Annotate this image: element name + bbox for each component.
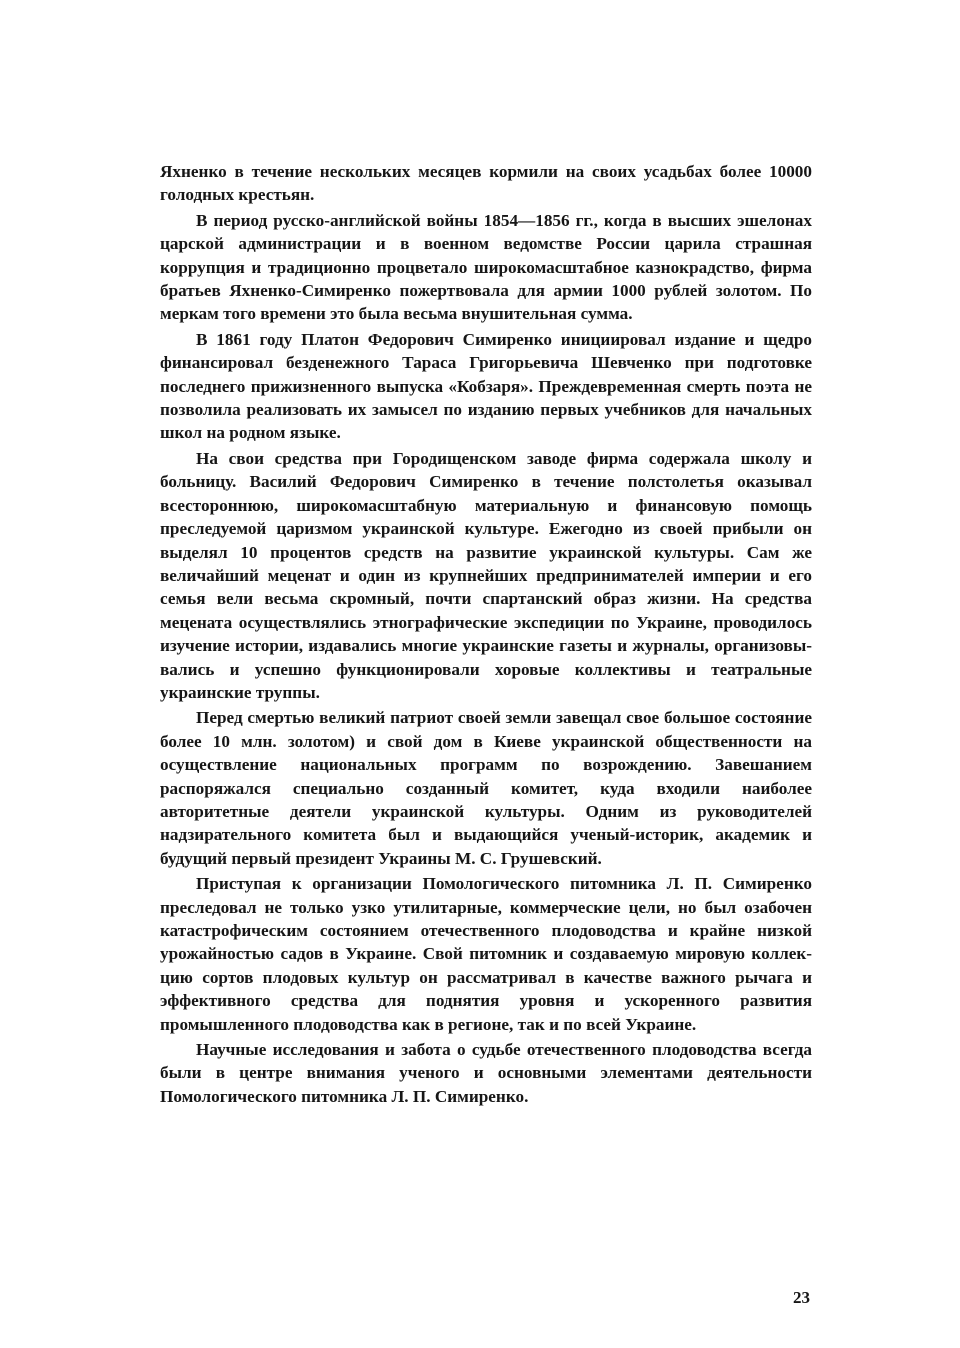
paragraph-7: Научные исследования и забота о судьбе отечественного плодоводства всегда были в центре внимания ученого и основными элементами деятельности Помологического питомника Л. П. Симиренко. <box>160 1040 812 1106</box>
page-number: 23 <box>793 1288 810 1307</box>
body-text <box>160 160 812 1110</box>
paragraph-3: В 1861 году Платон Федорович Симиренко инициировал издание и щедро финансировал безденежного Тараса Григорьевича Шевченко при подготовке последнего прижизненного выпуска «Кобзаря». Преждевременная смерть поэта не позволила реализовать их замысел по изданию первых учебников для начальных школ на родном языке. <box>160 329 812 443</box>
paragraph-5: Перед смертью великий патриот своей земли завещал свое большое состояние более 10 млн. золотом) и свой дом в Киеве украинской общественности на осуществление национальных программ по возрождению. Завешанием распоряжался специально созданный комитет, куда входили наиболее авторитетные деятели украинской культуры. Одним из руководителей надзирательного комитета был и выдающийся ученый-историк, академик и будущий первый президент Украины М. С. Грушевский. <box>160 708 812 868</box>
paragraph-6: Приступая к организации Помологического питомника Л. П. Симиренко преследовал не только узко утилитарные, коммерческие цели, но был озабочен катастрофическим состоянием отечественного плодоводства и крайне низкой урожайностью садов в Украине. Свой питомник и создаваемую мировую коллекцию сортов плодовых культур он рассматривал в качестве важного рычага и эффективного средства для поднятия уровня и ускоренного развития промышленного плодоводства как в регионе, так и по всей Украине. <box>160 874 812 1034</box>
paragraph-2: В период русско-английской войны 1854—1856 гг., когда в высших эшелонах царской администрации и в военном ведомстве России царила страшная коррупция и традиционно процветало широкомасштабное казнокрадство, фирма братьев Яхненко-Симиренко пожертвовала для армии 1000 рублей золотом. По меркам того времени это была весьма внушительная сумма. <box>160 210 812 324</box>
paragraph-4: На свои средства при Городищенском заводе фирма содержала школу и больницу. Василий Федорович Симиренко в течение полстолетья оказывал всестороннюю, широкомасштабную материальную и финансовую помощь преследуемой царизмом украинской культуре. Ежегодно из своей прибыли он выделял 10 процентов средств на развитие украинской культуры. Сам же величайший меценат и один из крупнейших предпринимателей империи и его семья вели весьма скромный, почти спартанский образ жизни. На средства мецената осуществлялись этнографические экспедиции по Украине, проводилось изучение истории, издавались многие украинские газеты и журналы, организовывались и успешно функционировали хоровые коллективы и театральные украинские труппы. <box>160 448 812 702</box>
paragraph-1: Яхненко в течение нескольких месяцев кормили на своих усадьбах более 10000 голодных крестьян. <box>160 162 812 205</box>
